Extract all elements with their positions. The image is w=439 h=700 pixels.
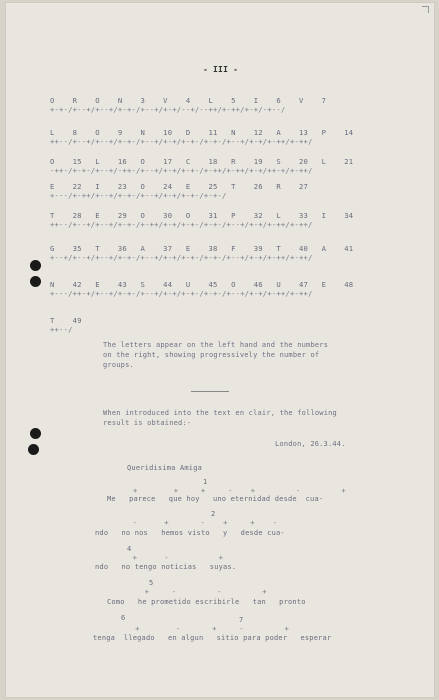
annotation-symbols: + - - + bbox=[131, 587, 267, 596]
cipher-letters-row: G 35 T 36 A 37 E 38 F 39 T 40 A 41 bbox=[50, 244, 354, 253]
annotation-symbols: - + - + + - bbox=[119, 518, 278, 527]
punch-hole bbox=[28, 444, 39, 455]
spanish-line: tenga llegado en algun sitio para poder esperar bbox=[93, 634, 332, 642]
cipher-symbols-row: ++--/+--+/+--+/+-+-/+--+/+-+/+-+-/+-+-/+--+/+-+/+-++/+-++/ bbox=[50, 137, 313, 146]
group-number: 6 bbox=[121, 614, 126, 622]
cipher-symbols-row: ++--/+--+/+--+/+-+-/+-++/+-+/+-+-/+-+-/+--+/+-+/+-++/+-++/ bbox=[50, 220, 313, 229]
cipher-letters-row: O 15 L 16 O 17 C 18 R 19 S 20 L 21 bbox=[50, 157, 354, 166]
punch-hole bbox=[30, 276, 41, 287]
spanish-line: ndo no nos hemos visto y desde cua- bbox=[95, 529, 285, 537]
cipher-symbols-row: +---/+-++/+--+/+-+-/+--+/+-+/+-+-/+-+-/ bbox=[50, 191, 227, 200]
annotation-symbols: + - + bbox=[119, 553, 224, 562]
punch-hole bbox=[30, 260, 41, 271]
spanish-line: Como he prometido escribirle tan pronto bbox=[107, 598, 306, 606]
cipher-symbols-row: -++-/+-+-/+--+/-++-/+--+/+-+/+-+-/+-++/+-++/+-+/++-+/+-++/ bbox=[50, 166, 313, 175]
intro-paragraph: When introduced into the text en clair, the following result is obtained:- bbox=[103, 409, 337, 427]
cipher-symbols-row: ++--/ bbox=[50, 325, 73, 334]
group-number: 4 bbox=[127, 545, 132, 553]
group-number: 7 bbox=[239, 616, 244, 624]
cipher-letters-row: E 22 I 23 O 24 E 25 T 26 R 27 bbox=[50, 182, 309, 191]
group-number: 5 bbox=[149, 579, 154, 587]
cipher-letters-row: T 28 E 29 O 30 O 31 P 32 L 33 I 34 bbox=[50, 211, 354, 220]
cipher-letters-row: O R O N 3 V 4 L 5 I 6 V 7 bbox=[50, 96, 327, 105]
salutation: Queridisima Amiga bbox=[127, 464, 203, 472]
cipher-symbols-row: +---/++-+/+--+/+-+-/+--+/+-+/+-+-/+-+-/+--+/+-+/+-++/+-++/ bbox=[50, 289, 313, 298]
document-page bbox=[5, 2, 435, 698]
cipher-letters-row: N 42 E 43 S 44 U 45 O 46 U 47 E 48 bbox=[50, 280, 354, 289]
place-date: London, 26.3.44. bbox=[275, 440, 346, 448]
annotation-symbols: + - + - + bbox=[117, 624, 290, 633]
spanish-line: ndo no tengo noticias suyas. bbox=[95, 563, 237, 571]
section-divider bbox=[191, 391, 229, 392]
page-header: - III - bbox=[203, 65, 239, 74]
spanish-line: Me parece que hoy uno eternidad desde cua- bbox=[107, 495, 324, 503]
cipher-symbols-row: +--+/+--+/+--+/+-+-/+--+/+-+/+-+-/+-+-/+--+/+-+/+-++/+-++/ bbox=[50, 253, 313, 262]
page-corner-mark bbox=[422, 6, 429, 13]
cipher-letters-row: T 49 bbox=[50, 316, 82, 325]
cipher-symbols-row: +-+-/+--+/+--+/+-+-/+--+/+-+/--+/--++/+-++/+-+/-+--/ bbox=[50, 105, 286, 114]
cipher-letters-row: L 8 O 9 N 10 D 11 N 12 A 13 P 14 bbox=[50, 128, 354, 137]
punch-hole bbox=[30, 428, 41, 439]
group-number: 2 bbox=[211, 510, 216, 518]
group-number: 1 bbox=[203, 478, 208, 486]
explanation-paragraph: The letters appear on the left hand and the numbers on the right, showing progressively the number of groups. bbox=[103, 341, 329, 369]
annotation-symbols: + + + - + - + bbox=[133, 486, 346, 495]
